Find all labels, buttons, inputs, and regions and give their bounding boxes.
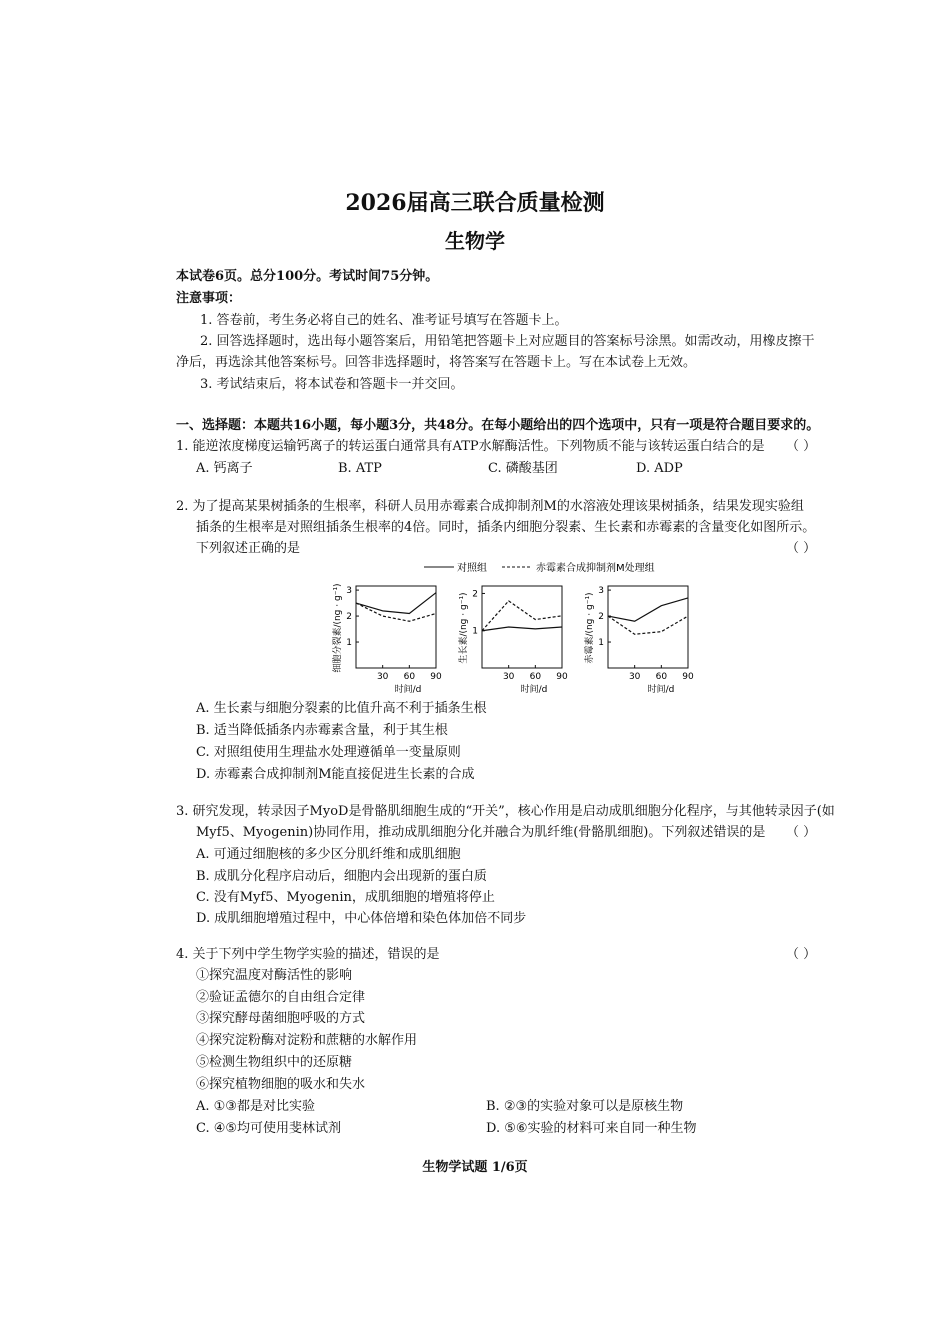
notice-item: 1. 答卷前，考生务必将自己的姓名、准考证号填写在答题卡上。	[200, 313, 568, 328]
notice-item: 净后，再选涂其他答案标号。回答非选择题时，将答案写在答题卡上。写在本试卷上无效。	[176, 355, 697, 370]
x-tick-label: 90	[430, 672, 442, 682]
q3-option-c: C. 没有Myf5、Myogenin，成肌细胞的增殖将停止	[196, 890, 495, 905]
exam-intro: 本试卷6页。总分100分。考试时间75分钟。	[176, 269, 439, 284]
y-tick-label: 3	[346, 586, 352, 597]
chart-panel-cytokinin	[331, 583, 442, 695]
y-tick-label: 3	[598, 586, 604, 597]
notice-label: 注意事项：	[176, 291, 242, 306]
subject-title: 生物学	[445, 229, 505, 253]
q3-stem-line: 3. 研究发现，转录因子MyoD是骨骼肌细胞生成的“开关”，核心作用是启动成肌细胞分化程序，与其他转录因子(如	[176, 804, 835, 819]
q2-stem-line: 下列叙述正确的是	[196, 541, 301, 556]
q2-answer-paren: （ ）	[786, 541, 817, 556]
q4-stem: 4. 关于下列中学生物学实验的描述，错误的是	[176, 947, 440, 962]
q4-answer-paren: （ ）	[786, 947, 817, 962]
y-tick-label: 1	[598, 638, 604, 649]
x-tick-label: 60	[529, 672, 542, 682]
q4-option-a: A. ①③都是对比实验	[196, 1099, 315, 1114]
exam-title: 2026届高三联合质量检测	[345, 190, 605, 216]
q2-stem-line: 2. 为了提高某果树插条的生根率，科研人员用赤霉素合成抑制剂M的水溶液处理该果树插条，结果发现实验组	[176, 499, 804, 514]
q1-option-d: D. ADP	[636, 461, 683, 476]
x-tick-label: 90	[682, 672, 694, 682]
x-axis-label: 时间/d	[520, 685, 548, 695]
series-line-control	[356, 593, 436, 614]
q2-option-a: A. 生长素与细胞分裂素的比值升高不利于插条生根	[196, 701, 487, 716]
x-axis-label: 时间/d	[647, 685, 675, 695]
page-footer: 生物学试题 1/6页	[422, 1160, 528, 1175]
q4-item: ④探究淀粉酶对淀粉和蔗糖的水解作用	[196, 1033, 418, 1048]
q1-option-b: B. ATP	[338, 461, 382, 476]
notice-item: 2. 回答选择题时，选出每小题答案后，用铅笔把答题卡上对应题目的答案标号涂黑。如需改动，用橡皮擦干	[200, 334, 815, 349]
x-axis-label: 时间/d	[394, 685, 422, 695]
x-tick-label: 30	[502, 672, 515, 682]
legend-treatment: 赤霉素合成抑制剂M处理组	[536, 563, 655, 574]
x-tick-label: 90	[556, 672, 568, 682]
x-tick-label: 30	[628, 672, 641, 682]
series-line-treatment	[482, 601, 562, 631]
q4-option-d: D. ⑤⑥实验的材料可来自同一种生物	[486, 1121, 697, 1136]
q3-answer-paren: （ ）	[786, 825, 817, 840]
q4-item: ⑥探究植物细胞的吸水和失水	[196, 1077, 366, 1092]
x-tick-label: 60	[655, 672, 668, 682]
y-axis-label: 细胞分裂素/(ng · g⁻¹)	[333, 583, 343, 673]
q4-item: ①探究温度对酶活性的影响	[196, 968, 353, 983]
q3-stem-line: Myf5、Myogenin)协同作用，推动成肌细胞分化并融合为肌纤维(骨骼肌细胞)。下列叙述错误的是	[196, 825, 766, 840]
q2-option-b: B. 适当降低插条内赤霉素含量，利于其生根	[196, 723, 448, 738]
legend-control: 对照组	[457, 563, 487, 574]
q4-option-b: B. ②③的实验对象可以是原核生物	[486, 1099, 684, 1114]
q3-option-a: A. 可通过细胞核的多少区分肌纤维和成肌细胞	[196, 847, 461, 862]
q1-stem: 1. 能逆浓度梯度运输钙离子的转运蛋白通常具有ATP水解酶活性。下列物质不能与该转运蛋白结合的是	[176, 439, 765, 454]
q1-answer-paren: （ ）	[786, 439, 817, 454]
series-line-control	[608, 598, 688, 621]
section-heading: 一、选择题：本题共16小题，每小题3分，共48分。在每小题给出的四个选项中，只有一项是符合题目要求的。	[176, 418, 820, 433]
chart-panel-gibberellin	[583, 586, 694, 695]
q2-option-d: D. 赤霉素合成抑制剂M能直接促进生长素的合成	[196, 767, 475, 782]
q2-stem-line: 插条的生根率是对照组插条生根率的4倍。同时，插条内细胞分裂素、生长素和赤霉素的含量变化如图所示。	[196, 520, 816, 535]
notice-item: 3. 考试结束后，将本试卷和答题卡一并交回。	[200, 377, 464, 392]
q2-option-c: C. 对照组使用生理盐水处理遵循单一变量原则	[196, 745, 461, 760]
q3-option-b: B. 成肌分化程序启动后，细胞内会出现新的蛋白质	[196, 869, 487, 884]
q4-item: ③探究酵母菌细胞呼吸的方式	[196, 1011, 366, 1026]
x-tick-label: 60	[403, 672, 416, 682]
plot-frame	[482, 586, 562, 668]
y-tick-label: 2	[598, 612, 604, 623]
plot-frame	[608, 586, 688, 668]
y-tick-label: 2	[472, 589, 478, 600]
plot-frame	[356, 586, 436, 668]
y-tick-label: 2	[346, 612, 352, 623]
q3-option-d: D. 成肌细胞增殖过程中，中心体倍增和染色体加倍不同步	[196, 911, 527, 926]
y-axis-label: 赤霉素/(ng · g⁻¹)	[585, 592, 595, 664]
q4-option-c: C. ④⑤均可使用斐林试剂	[196, 1121, 342, 1136]
y-tick-label: 1	[472, 626, 478, 637]
q1-option-a: A. 钙离子	[196, 461, 253, 476]
q4-item: ②验证孟德尔的自由组合定律	[196, 990, 366, 1005]
q1-option-c: C. 磷酸基团	[488, 461, 558, 476]
x-tick-label: 30	[376, 672, 389, 682]
chart-panel-auxin	[457, 586, 568, 695]
y-axis-label: 生长素/(ng · g⁻¹)	[459, 592, 469, 664]
q4-item: ⑤检测生物组织中的还原糖	[196, 1055, 353, 1070]
y-tick-label: 1	[346, 638, 352, 649]
series-line-control	[482, 627, 562, 631]
q2-figure	[320, 556, 720, 696]
